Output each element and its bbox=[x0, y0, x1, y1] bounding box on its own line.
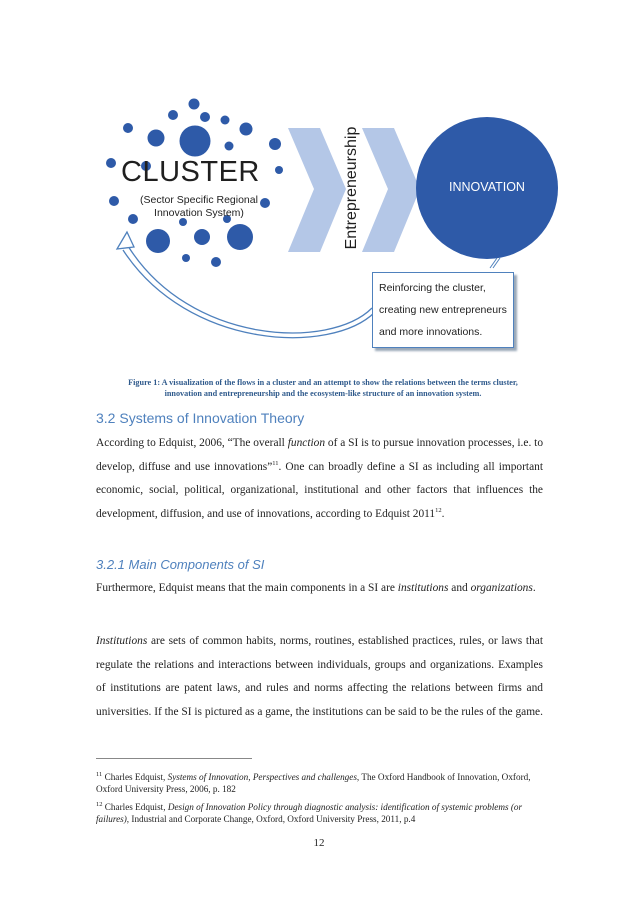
figure-caption: Figure 1: A visualization of the flows in a cluster and an attempt to show the relations between the terms cluster, innovation and entrepreneurship and the ecosystem-like structure of an innovation system. bbox=[128, 378, 518, 398]
text-run: Furthermore, Edquist means that the main components in a SI are bbox=[96, 582, 398, 594]
text-run: Charles Edquist, bbox=[102, 802, 168, 812]
footnote-title: Systems of Innovation, Perspectives and challenges bbox=[167, 772, 357, 782]
cluster-title: CLUSTER bbox=[121, 156, 260, 188]
dot bbox=[168, 110, 178, 120]
text-run: and bbox=[448, 582, 471, 594]
footnote bbox=[96, 801, 546, 825]
emphasis-text: organizations bbox=[470, 582, 533, 594]
dot bbox=[225, 142, 234, 151]
dot bbox=[194, 229, 210, 245]
dot bbox=[211, 257, 221, 267]
footnote-divider bbox=[96, 758, 252, 759]
footnote-ref[interactable]: 12 bbox=[435, 506, 442, 514]
text-run: According to Edquist, 2006, “The overall bbox=[96, 437, 288, 449]
dot bbox=[221, 116, 230, 125]
dot bbox=[106, 158, 116, 168]
subsection-heading: 3.2.1 Main Components of SI bbox=[96, 557, 265, 572]
arrow-head-icon bbox=[117, 232, 134, 249]
dot bbox=[240, 123, 253, 136]
entrepreneurship-label: Entrepreneurship bbox=[343, 126, 360, 250]
dot bbox=[182, 254, 190, 262]
page-number: 12 bbox=[313, 837, 325, 849]
text-run: are sets of common habits, norms, routines, established practices, rules, or laws that regulate the relations and interactions between individuals, groups and organizations. Examples of institutions are patent laws, and rules and norms affecting the relations between firms and universities. If the SI is pictured as a game, the institutions can be said to be the rules of the game. bbox=[96, 635, 543, 718]
section-heading: 3.2 Systems of Innovation Theory bbox=[96, 410, 305, 426]
callout-box: Reinforcing the cluster, creating new entrepreneurs and more innovations. bbox=[372, 272, 514, 348]
dot bbox=[146, 229, 170, 253]
cluster-subtitle: (Sector Specific Regional Innovation System) bbox=[140, 194, 258, 219]
footnote-number: 11 bbox=[96, 770, 103, 778]
text-run: Industrial and Corporate Change, Oxford, Oxford University Press, 2011, p.4 bbox=[129, 814, 416, 824]
innovation-label: INNOVATION bbox=[449, 180, 525, 194]
paragraph bbox=[96, 577, 543, 601]
emphasis-text: Institutions bbox=[96, 635, 148, 647]
cluster-diagram bbox=[0, 0, 638, 370]
dot bbox=[109, 196, 119, 206]
text-run: . bbox=[441, 507, 445, 520]
text-run: . One can broadly define a SI as including all important economic, social, political, organizational, institutional and other factors that influences the development, diffusion, and use of innovations, according to Edquist 2011 bbox=[96, 460, 543, 520]
emphasis-text: institutions bbox=[397, 582, 449, 594]
dot bbox=[123, 123, 133, 133]
dot bbox=[180, 126, 211, 157]
feedback-arrow bbox=[123, 250, 375, 338]
chevron-arrow bbox=[288, 128, 346, 252]
emphasis-text: function bbox=[287, 437, 326, 449]
feedback-arrow bbox=[128, 246, 372, 333]
footnote-ref[interactable]: 11 bbox=[272, 459, 279, 467]
dot bbox=[148, 130, 165, 147]
footnote bbox=[96, 771, 546, 795]
text-run: , The Oxford Handbook of Innovation, Oxford, Oxford University Press, 2006, p. 182 bbox=[96, 772, 531, 794]
dot bbox=[200, 112, 210, 122]
paragraph bbox=[96, 630, 543, 724]
footnote-title: Design of Innovation Policy through diagnostic analysis: identification of systemic problems (or failures), bbox=[96, 802, 523, 824]
text-run: Charles Edquist, bbox=[102, 772, 168, 782]
chevron-arrow bbox=[362, 128, 420, 252]
dot bbox=[275, 166, 283, 174]
paragraph bbox=[96, 432, 543, 526]
footnote-number: 12 bbox=[96, 800, 103, 808]
dot bbox=[227, 224, 253, 250]
dot bbox=[189, 99, 200, 110]
text-run: of a SI is to pursue innovation processes, i.e. to develop, diffuse and use innovations” bbox=[96, 437, 544, 473]
text-run: . bbox=[532, 582, 536, 594]
dot bbox=[269, 138, 281, 150]
